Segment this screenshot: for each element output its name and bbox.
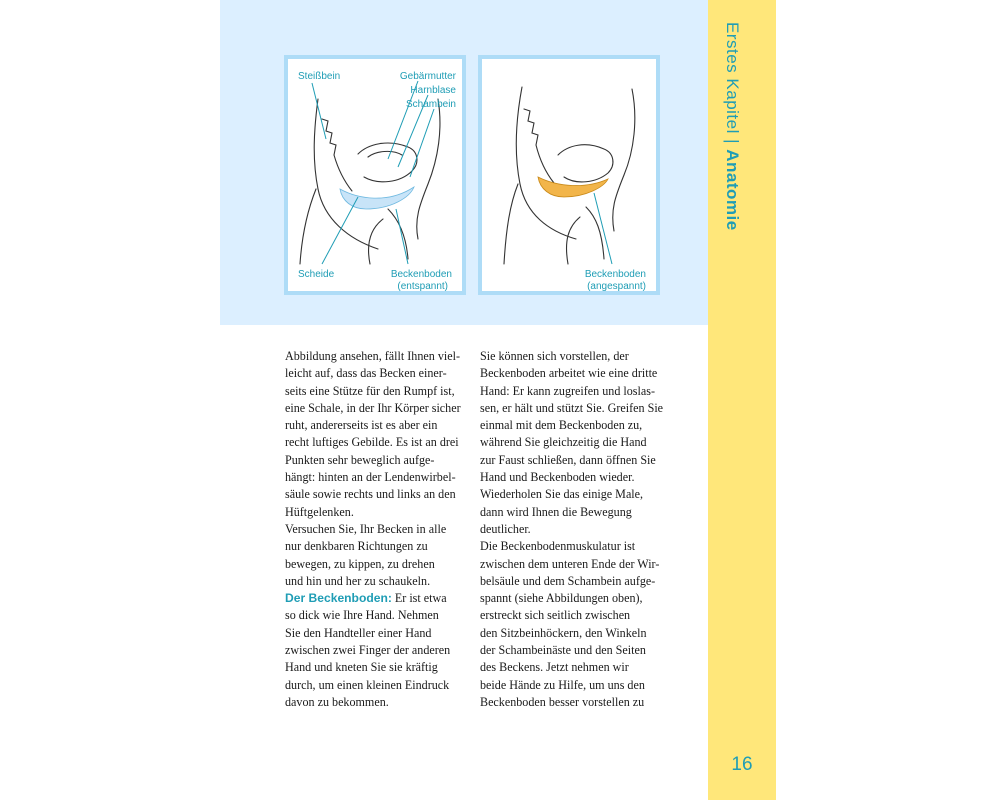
subheading-beckenboden: Der Beckenboden: bbox=[285, 591, 392, 606]
text-line: Die Beckenbodenmuskulatur ist bbox=[480, 539, 636, 554]
text-column-left bbox=[285, 348, 465, 711]
chapter-title: Erstes Kapitel bbox=[723, 22, 742, 134]
chapter-heading bbox=[722, 22, 742, 231]
label-steissbein: Steißbein bbox=[298, 71, 341, 82]
text-line: erstreckt sich seitlich zwischen bbox=[480, 608, 631, 623]
text-line: Hüftgelenken. bbox=[285, 504, 354, 519]
text-line: beide Hände zu Hilfe, um uns den bbox=[480, 677, 645, 692]
highlight-continuation: Er ist etwa bbox=[391, 591, 447, 606]
text-line: zwischen zwei Finger der anderen bbox=[285, 643, 451, 658]
text-column-right bbox=[480, 348, 664, 711]
text-line: Hand und Beckenboden wieder. bbox=[480, 470, 635, 485]
text-line: zwischen dem unteren Ende der Wir- bbox=[480, 556, 660, 571]
chapter-topic: Anatomie bbox=[723, 149, 742, 231]
text-line: hängt: hinten an der Lendenwirbel- bbox=[285, 470, 456, 485]
text-line: Hand und kneten Sie sie kräftig bbox=[285, 660, 438, 675]
text-line: sen, er hält und stützt Sie. Greifen Sie bbox=[480, 400, 664, 415]
label-harnblase: Harnblase bbox=[410, 85, 456, 96]
label-state-tense: (angespannt) bbox=[587, 281, 646, 292]
label-beckenboden-relaxed: Beckenboden bbox=[390, 269, 452, 280]
text-line: Beckenboden arbeitet wie eine dritte bbox=[480, 366, 658, 381]
pelvis-drawing-tense bbox=[482, 59, 656, 291]
text-line: ruht, andererseits ist es aber ein bbox=[285, 418, 438, 433]
chapter-sidebar bbox=[708, 0, 776, 800]
text-line-highlight bbox=[285, 590, 465, 607]
pelvis-illustration-tense bbox=[478, 55, 660, 295]
label-state-relaxed: (entspannt) bbox=[397, 281, 448, 292]
text-line: belsäule und dem Schambein aufge- bbox=[480, 573, 656, 588]
text-line: deutlicher. bbox=[480, 521, 531, 536]
text-line: einmal mit dem Beckenboden zu, bbox=[480, 418, 643, 433]
text-line: spannt (siehe Abbildungen oben), bbox=[480, 591, 643, 606]
page-number: 16 bbox=[731, 754, 753, 775]
text-line: Versuchen Sie, Ihr Becken in alle bbox=[285, 521, 447, 536]
text-line: Sie den Handteller einer Hand bbox=[285, 625, 432, 640]
text-line: der Schambeinäste und den Seiten bbox=[480, 643, 646, 658]
text-line: Sie können sich vorstellen, der bbox=[480, 349, 629, 363]
text-line: und hin und her zu schaukeln. bbox=[285, 573, 431, 588]
text-line: nur denkbaren Richtungen zu bbox=[285, 539, 428, 554]
text-line: davon zu bekommen. bbox=[285, 694, 389, 709]
text-line: eine Schale, in der Ihr Körper sicher bbox=[285, 400, 461, 415]
text-line: Abbildung ansehen, fällt Ihnen viel- bbox=[285, 349, 460, 363]
text-line: bewegen, zu kippen, zu drehen bbox=[285, 556, 435, 571]
text-line: durch, um einen kleinen Eindruck bbox=[285, 677, 450, 692]
label-beckenboden-tense: Beckenboden bbox=[584, 269, 646, 280]
text-line: recht luftiges Gebilde. Es ist an drei bbox=[285, 435, 459, 450]
text-line: dann wird Ihnen die Bewegung bbox=[480, 504, 632, 519]
label-gebaermutter: Gebärmutter bbox=[399, 71, 456, 82]
text-line: Punkten sehr beweglich aufge- bbox=[285, 452, 435, 467]
label-schambein: Schambein bbox=[405, 99, 456, 110]
label-scheide: Scheide bbox=[298, 269, 335, 280]
text-line: den Sitzbeinhöckern, den Winkeln bbox=[480, 625, 647, 640]
text-line: während Sie gleichzeitig die Hand bbox=[480, 435, 647, 450]
text-line: Wiederholen Sie das einige Male, bbox=[480, 487, 644, 502]
text-line: säule sowie rechts und links an den bbox=[285, 487, 456, 502]
text-line: zur Faust schließen, dann öffnen Sie bbox=[480, 452, 656, 467]
pelvis-illustration-relaxed bbox=[284, 55, 466, 295]
text-line: leicht auf, dass das Becken einer- bbox=[285, 366, 447, 381]
text-line: Beckenboden besser vorstellen zu bbox=[480, 694, 645, 709]
chapter-separator: | bbox=[723, 139, 742, 150]
text-line: des Beckens. Jetzt nehmen wir bbox=[480, 660, 629, 675]
text-line: so dick wie Ihre Hand. Nehmen bbox=[285, 608, 439, 623]
text-line: seits eine Stütze für den Rumpf ist, bbox=[285, 383, 455, 398]
text-line: Hand: Er kann zugreifen und loslas- bbox=[480, 383, 655, 398]
